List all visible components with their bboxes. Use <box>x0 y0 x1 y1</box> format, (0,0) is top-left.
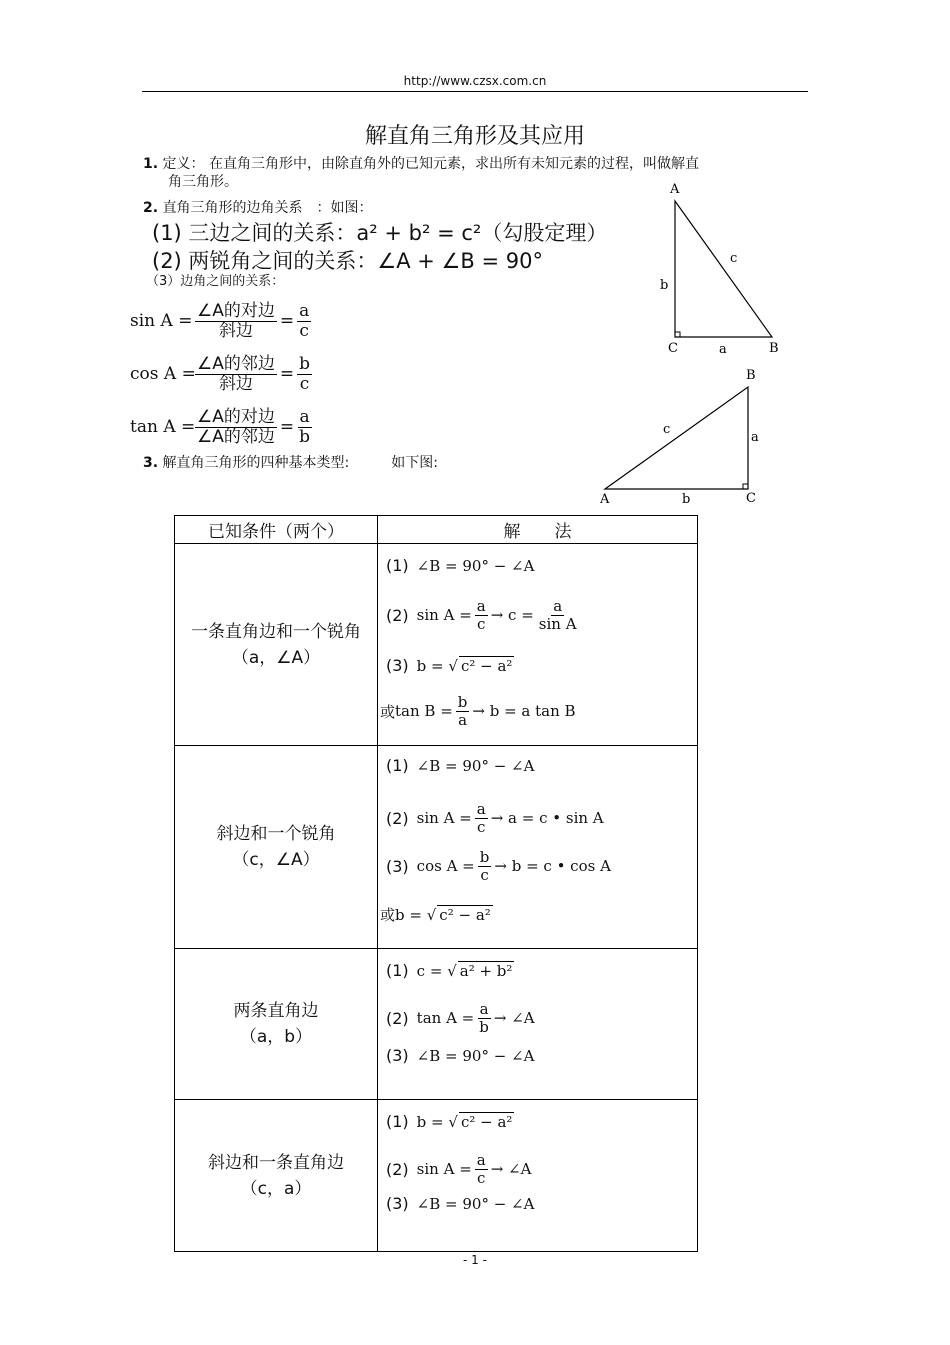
condition-cell <box>175 746 378 949</box>
sin-denominator-letter: c <box>299 320 309 341</box>
condition-cell <box>175 544 378 746</box>
step-formula-right: → b = a tan B <box>472 702 576 720</box>
cos-fraction-words <box>195 355 277 393</box>
table-row <box>175 544 698 746</box>
header-solution: 解 法 <box>378 516 698 544</box>
triangle-2-vertex-B: B <box>746 368 756 383</box>
table-row <box>175 746 698 949</box>
step-formula-left: tan B = <box>395 702 453 720</box>
section-3 <box>143 454 438 472</box>
sin-label: sin A = <box>130 311 193 331</box>
solution-step <box>386 1152 531 1186</box>
step-fraction <box>475 801 488 835</box>
tan-denominator: ∠A的邻边 <box>197 426 275 447</box>
solution-step <box>386 1001 535 1035</box>
step-label: (3) <box>386 856 409 876</box>
fraction-denominator: c <box>477 1168 486 1187</box>
fraction-denominator: sin A <box>538 614 577 633</box>
step-fraction <box>475 598 488 632</box>
sin-relation: sin A = $\frac{\text{∠A的对边}}{\text{斜边}}$ = $\frac{a}{c}$ <box>130 300 310 341</box>
step-fraction <box>477 1001 491 1035</box>
fraction-numerator: b <box>479 848 490 866</box>
sin-numerator: ∠A的对边 <box>197 300 275 321</box>
condition-given: （a，b） <box>239 1027 313 1047</box>
step-fraction <box>478 849 492 883</box>
step-label: (3) <box>386 656 409 675</box>
step-label: (2) <box>386 1159 409 1179</box>
table-header-row <box>175 516 698 544</box>
sin-fraction-words <box>195 302 277 340</box>
fraction-denominator: a <box>458 710 468 729</box>
step-formula-left: b = <box>416 656 444 675</box>
step-formula-left: c = <box>416 961 443 980</box>
trig-relations <box>130 294 315 454</box>
section-1 <box>143 155 699 173</box>
solution-step <box>380 694 576 728</box>
relation-side-angle-heading: （3）边角之间的关系： <box>146 274 285 289</box>
step-fraction <box>537 598 579 632</box>
tan-numerator: ∠A的对边 <box>197 406 275 427</box>
page-number: - 1 - <box>463 1253 487 1267</box>
step-label: 或 <box>380 702 396 721</box>
sin-fraction-letters <box>297 302 311 340</box>
triangle-1-side-b: b <box>660 278 669 293</box>
tan-label: tan A = <box>130 417 196 437</box>
triangle-2-vertex-A: A <box>600 492 610 507</box>
fraction-denominator: c <box>477 614 486 633</box>
cos-fraction-letters <box>297 355 312 393</box>
tan-numerator-letter: a <box>299 406 310 427</box>
sin-denominator: 斜边 <box>218 320 253 341</box>
step-label: (3) <box>386 1046 409 1065</box>
step-formula-right: → c = <box>490 606 534 624</box>
step-radicand: c² − a² <box>460 1113 513 1131</box>
triangle-figure-1 <box>650 175 790 360</box>
section-1-number: 1. <box>143 156 159 172</box>
fraction-numerator: a <box>476 1151 486 1169</box>
triangle-1-right-angle-mark <box>675 332 680 337</box>
triangle-1-side-c: c <box>730 251 738 266</box>
section-2-number: 2. <box>143 200 159 216</box>
step-formula: ∠B = 90° − ∠A <box>416 556 535 575</box>
section-3-number: 3. <box>143 455 159 471</box>
condition-given: （c，a） <box>240 1178 312 1199</box>
condition-given: （a，∠A） <box>231 647 321 668</box>
cos-numerator: ∠A的邻边 <box>197 353 275 374</box>
condition-cell <box>175 1100 378 1252</box>
header-url: http://www.czsx.com.cn <box>403 74 547 88</box>
step-formula-left: tan A = <box>416 1009 475 1027</box>
step-formula-left: sin A = <box>416 1160 472 1178</box>
condition-cell <box>175 949 378 1100</box>
step-label: 或 <box>380 906 396 924</box>
solution-cell <box>378 1100 698 1252</box>
fraction-numerator: a <box>476 597 486 615</box>
step-label: (1) <box>386 556 409 575</box>
step-formula-left: sin A = <box>416 809 472 827</box>
triangle-1-outline <box>675 201 772 337</box>
cos-label: cos A = <box>130 364 196 384</box>
section-1-continued: 角三角形。 <box>168 174 238 190</box>
step-label: (3) <box>386 1194 409 1213</box>
section-1-text: 定义： 在直角三角形中，由除直角外的已知元素，求出所有未知元素的过程，叫做解直 <box>162 156 699 172</box>
solution-step <box>386 756 534 775</box>
step-formula-left: cos A = <box>416 857 475 875</box>
cos-denominator-letter: c <box>299 373 310 394</box>
step-formula-right: → ∠A <box>493 1009 535 1027</box>
condition-text: 一条直角边和一个锐角 <box>191 621 361 642</box>
triangle-2-side-b: b <box>682 492 691 507</box>
triangle-2-vertex-C: C <box>746 491 756 506</box>
triangle-1-side-a: a <box>719 342 727 357</box>
step-radicand: c² − a² <box>460 657 513 675</box>
step-formula-right: → ∠A <box>490 1160 532 1178</box>
fraction-denominator: c <box>480 865 489 884</box>
sin-numerator-letter: a <box>299 300 310 321</box>
tan-fraction-letters <box>297 408 312 446</box>
triangle-1-vertex-C: C <box>668 341 678 356</box>
solution-step <box>386 1194 534 1213</box>
step-label: (2) <box>386 808 409 828</box>
step-radicand: c² − a² <box>439 906 491 924</box>
triangle-figure-2 <box>595 365 770 510</box>
step-label: (2) <box>386 1008 409 1028</box>
step-label: (2) <box>386 605 409 625</box>
solution-step <box>386 598 582 632</box>
solution-step: 或 b = √ c² − a² <box>380 905 491 924</box>
solution-step <box>386 849 611 883</box>
section-2-text: 直角三角形的边角关系 ：如图： <box>162 200 373 216</box>
step-formula-left: b = <box>395 905 422 924</box>
triangle-2-side-c: c <box>663 422 671 437</box>
section-3-text: 解直角三角形的四种基本类型: 如下图: <box>162 455 438 471</box>
table-row <box>175 1100 698 1252</box>
fraction-numerator: b <box>457 693 468 711</box>
step-fraction <box>475 1152 488 1186</box>
fraction-numerator: a <box>553 597 563 615</box>
step-label: (1) <box>386 1112 409 1131</box>
triangle-1-vertex-B: B <box>769 341 779 356</box>
section-2 <box>143 199 373 217</box>
solution-cell <box>378 544 698 746</box>
step-radicand: a² + b² <box>459 962 513 980</box>
tan-fraction-words <box>195 408 277 446</box>
tan-denominator-letter: b <box>299 426 311 447</box>
fraction-denominator: b <box>479 1017 489 1036</box>
step-label: (1) <box>386 756 409 775</box>
triangle-1-vertex-A: A <box>670 182 680 197</box>
solution-step: (1) b = √ c² − a² <box>386 1112 513 1131</box>
header-known-conditions: 已知条件（两个） <box>175 516 378 544</box>
relation-sides: (1) 三边之间的关系：a² + b² = c²（勾股定理） <box>152 221 608 245</box>
cos-numerator-letter: b <box>299 353 311 374</box>
step-formula: ∠B = 90° − ∠A <box>416 1194 535 1213</box>
fraction-denominator: c <box>477 817 486 836</box>
triangle-2-side-a: a <box>751 430 759 445</box>
solution-step <box>386 556 534 575</box>
solution-step <box>386 801 604 835</box>
condition-text: 斜边和一个锐角 <box>216 824 336 844</box>
cos-denominator: 斜边 <box>218 373 253 394</box>
cos-relation: cos A = $\frac{\text{∠A的邻边}}{\text{斜边}}$ = $\frac{b}{c}$ <box>130 353 311 394</box>
solution-step: (3) b = √ c² − a² <box>386 656 513 675</box>
condition-given: （c，∠A） <box>232 850 320 870</box>
triangle-2-right-angle-mark <box>743 484 748 489</box>
step-formula-right: → a = c • sin A <box>490 809 604 827</box>
step-formula: ∠B = 90° − ∠A <box>416 1046 535 1065</box>
tan-relation: tan A = $\frac{\text{∠A的对边}}{\text{∠A的邻边}}$ = $\frac{a}{b}$ <box>130 406 311 447</box>
step-fraction <box>456 694 470 728</box>
triangle-2-outline <box>605 387 748 489</box>
step-formula: ∠B = 90° − ∠A <box>416 756 535 775</box>
step-label: (1) <box>386 961 409 980</box>
table-row <box>175 949 698 1100</box>
step-formula-right: → b = c • cos A <box>494 857 611 875</box>
fraction-numerator: a <box>476 800 486 818</box>
solving-methods-table <box>174 515 698 1252</box>
condition-text: 两条直角边 <box>233 1001 319 1021</box>
relation-angles: (2) 两锐角之间的关系：∠A + ∠B = 90° <box>152 249 543 273</box>
solution-cell <box>378 746 698 949</box>
solution-step <box>386 1046 534 1065</box>
header-rule <box>142 91 808 92</box>
fraction-numerator: a <box>479 1000 489 1018</box>
step-formula-left: b = <box>416 1112 444 1131</box>
solution-cell <box>378 949 698 1100</box>
page-title: 解直角三角形及其应用 <box>364 124 585 149</box>
condition-text: 斜边和一条直角边 <box>208 1152 344 1173</box>
solution-step: (1) c = √ a² + b² <box>386 961 513 980</box>
step-formula-left: sin A = <box>416 606 472 624</box>
